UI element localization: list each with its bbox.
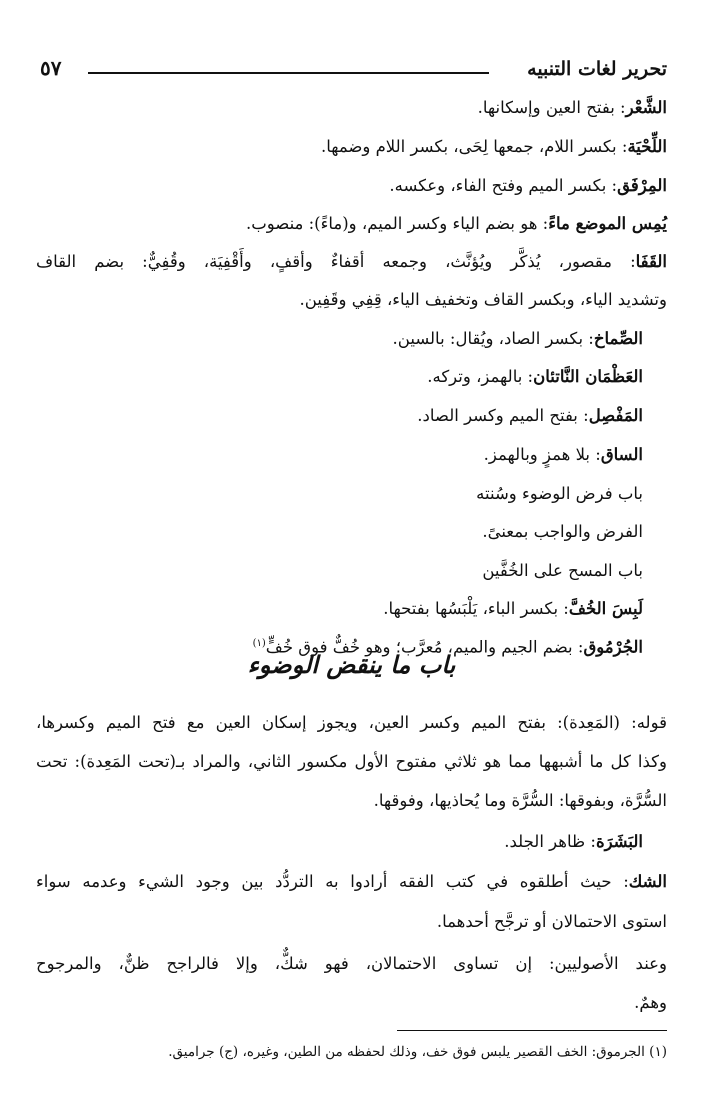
chapter-heading: باب فرض الوضوء وسُنته — [476, 484, 643, 503]
entry-line: القَفَا: مقصور، يُذكَّر ويُؤنَّث، وجمعه أقفاءٌ وأقفٍ، وأَقْفِيَة، وقُفِيٌّ: بضم القاف — [36, 252, 667, 271]
entry-line: الساق: بلا همزٍ وبالهمز. — [483, 445, 643, 464]
section-line: قوله: (المَعِدة): بفتح الميم وكسر العين، ويجوز إسكان العين مع فتح الميم وكسرها، — [36, 713, 667, 732]
chapter-heading: باب المسح على الخُفَّين — [482, 561, 643, 580]
entry-line: وتشديد الياء، وبكسر القاف وتخفيف الياء، قِفِي وقَفِين. — [299, 290, 667, 309]
running-title: تحرير لغات التنبيه — [527, 58, 667, 80]
page-header — [40, 50, 667, 90]
footnote-rule — [397, 1030, 667, 1031]
entry-line: يُمِس الموضع ماءً: هو بضم الياء وكسر الميم، و(ماءً): منصوب. — [245, 214, 667, 233]
section-line: استوى الاحتمالان أو ترجَّح أحدهما. — [436, 912, 667, 931]
entry-line: لَبِسَ الخُفَّ: بكسر الباء، يَلْبَسُها بفتحها. — [383, 599, 643, 618]
section-title: باب ما ينقض الوضوء — [247, 650, 456, 679]
section-line: وعند الأصوليين: إن تساوى الاحتمالان، فهو شكٌّ، وإلا فالراجح ظنٌّ، والمرجوح — [36, 954, 667, 973]
section-line: وهمٌ. — [634, 993, 667, 1012]
footnote-marker: (١) — [252, 638, 266, 649]
entry-line: الفرض والواجب بمعنىً. — [482, 522, 643, 541]
entry-line: الجُرْمُوق: بضم الجيم والميم، مُعرَّب؛ وهو خُفٌّ فوق خُفٍّ$^{(١)}$ — [252, 637, 643, 657]
header-rule — [88, 72, 489, 74]
footnote: (١) الجرموق: الخف القصير يلبس فوق خف، وذلك لحفظه من الطين، وغيره، (ج) جراميق. — [168, 1044, 667, 1060]
section-line: وكذا كل ما أشبهها مما هو ثلاثي مفتوح الأول مكسور الثاني، والمراد بـ(تحت المَعِدة): تحت — [36, 752, 667, 771]
section-line: السُّرَّة، وبفوقها: السُّرَّة وما يُحاذيها، وفوقها. — [373, 791, 667, 810]
entry-line: اللِّحْيَة: بكسر اللام، جمعها لِحَى، بكسر اللام وضمها. — [320, 137, 667, 156]
section-line: الشك: حيث أطلقوه في كتب الفقه أرادوا به التردُّد بين وجود الشيء وعدمه سواء — [36, 872, 667, 891]
entry-line: المِرْفَق: بكسر الميم وفتح الفاء، وعكسه. — [389, 176, 667, 195]
entry-line: الصِّماخ: بكسر الصاد، ويُقال: بالسين. — [392, 329, 643, 348]
entry-line: الشَّعْر: بفتح العين وإسكانها. — [477, 98, 667, 117]
entry-line: المَفْصِل: بفتح الميم وكسر الصاد. — [417, 406, 643, 425]
entry-line: العَظْمَان النَّاتئان: بالهمز، وتركه. — [427, 367, 643, 386]
section-line: البَشَرَة: ظاهر الجلد. — [504, 832, 643, 851]
page-number: ٥٧ — [40, 56, 62, 80]
